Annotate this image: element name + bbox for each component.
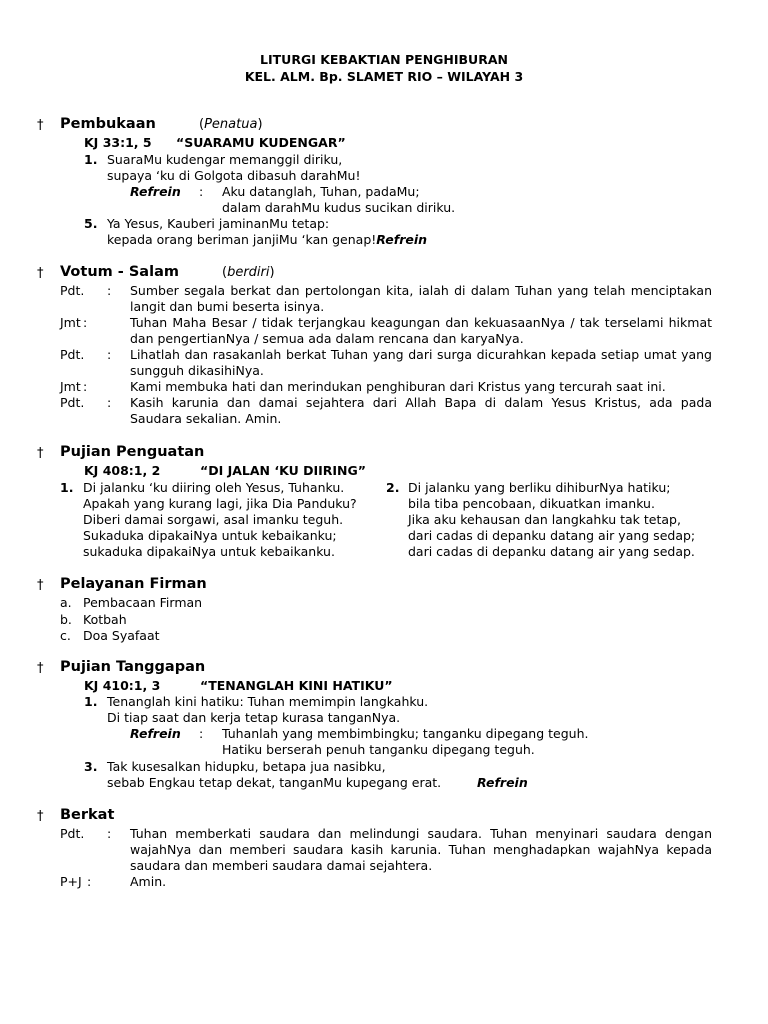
refrein-label: Refrein: [376, 232, 428, 247]
dialogue-text: Kami membuka hati dan merindukan penghiburan dari Kristus yang tercurah saat ini.: [130, 379, 666, 394]
refrein-label: Refrein: [477, 775, 528, 790]
verse-number: 1.: [60, 480, 74, 495]
section-heading-berkat: Berkat: [60, 807, 115, 823]
section-marker: †: [37, 118, 44, 133]
refrein-line: Tuhanlah yang membimbingku; tanganku dipegang teguh.: [222, 726, 589, 741]
refrein-colon: :: [199, 184, 204, 199]
verse-line: kepada orang beriman janjiMu ‘kan genap!Refrein: [107, 232, 428, 247]
verse-number: 1.: [84, 152, 98, 167]
section-note: (berdiri): [222, 265, 275, 280]
speaker: Pdt.: [60, 826, 85, 841]
document-title: LITURGI KEBAKTIAN PENGHIBURAN: [260, 52, 508, 67]
verse-line: sebab Engkau tetap dekat, tanganMu kupegang erat.: [107, 775, 442, 790]
speaker: Pdt.: [60, 395, 85, 410]
dialogue-text: Kasih karunia dan damai sejahtera dari Allah Bapa di dalam Yesus Kristus, ada pada Saudara sekalian. Amin.: [130, 395, 712, 426]
song-reference: KJ 33:1, 5 “SUARAMU KUDENGAR”: [84, 135, 346, 150]
speaker: Pdt.: [60, 347, 85, 362]
verse-line: Di jalanku ‘ku diiring oleh Yesus, Tuhanku.: [83, 480, 345, 495]
song-title: “SUARAMU KUDENGAR”: [176, 135, 346, 150]
verse-line: Jika aku kehausan dan langkahku tak tetap,: [408, 512, 681, 527]
speaker: P+J: [60, 874, 82, 889]
dialogue-row: Jmt : Tuhan Maha Besar / tidak terjangkau keagungan dan kekuasaanNya / tak terselami hikmat dan pengertianNya / semua ada dalam rencana dan karyaNya.: [60, 315, 712, 346]
dialogue-row: Pdt. : Lihatlah dan rasakanlah berkat Tuhan yang dari surga dicurahkan kepada setiap umat yang sungguh dikasihiNya.: [60, 347, 712, 378]
dialogue-row: Pdt. : Sumber segala berkat dan pertolongan kita, ialah di dalam Tuhan yang telah menciptakan langit dan bumi beserta isinya.: [60, 283, 712, 314]
section-marker: †: [37, 661, 44, 676]
document-subtitle: KEL. ALM. Bp. SLAMET RIO – WILAYAH 3: [244, 69, 524, 84]
refrein-line: Hatiku berserah penuh tanganku dipegang teguh.: [222, 742, 535, 757]
song-reference: KJ 408:1, 2 “DI JALAN ‘KU DIIRING”: [84, 463, 366, 478]
list-item: b. Kotbah: [60, 611, 127, 627]
dialogue-text: Lihatlah dan rasakanlah berkat Tuhan yang dari surga dicurahkan kepada setiap umat yang sungguh dikasihiNya.: [130, 347, 712, 378]
dialogue-row: Pdt. : Kasih karunia dan damai sejahtera dari Allah Bapa di dalam Yesus Kristus, ada pada Saudara sekalian. Amin.: [60, 395, 712, 426]
song-title: “DI JALAN ‘KU DIIRING”: [200, 463, 366, 478]
section-marker: †: [37, 809, 44, 824]
verse-number: 5.: [84, 216, 98, 231]
dialogue-text: Sumber segala berkat dan pertolongan kita, ialah di dalam Tuhan yang telah menciptakan langit dan bumi beserta isinya.: [130, 283, 712, 314]
verse-line: Tak kusesalkan hidupku, betapa jua nasibku,: [107, 759, 386, 774]
section-marker: †: [37, 266, 44, 281]
verse-line: Tenanglah kini hatiku: Tuhan memimpin langkahku.: [107, 694, 429, 709]
dialogue-text: Tuhan Maha Besar / tidak terjangkau keagungan dan kekuasaanNya / tak terselami hikmat dan pengertianNya / semua ada dalam rencana dan karyaNya.: [130, 315, 712, 346]
verse-number: 1.: [84, 694, 98, 709]
verse-line: dari cadas di depanku datang air yang sedap;: [408, 528, 696, 543]
verse-line: Diberi damai sorgawi, asal imanku teguh.: [83, 512, 344, 527]
verse-2-column: [408, 480, 695, 560]
refrein-line: Aku datanglah, Tuhan, padaMu;: [222, 184, 420, 199]
section-heading-votum: Votum - Salam (berdiri): [60, 264, 275, 280]
verse-number: 2.: [386, 480, 400, 495]
section-marker: †: [37, 446, 44, 461]
section-heading-pelayanan-firman: Pelayanan Firman: [60, 576, 207, 592]
blessing-dialogue: [60, 826, 712, 890]
verse-line: SuaraMu kudengar memanggil diriku,: [107, 152, 343, 167]
refrein-label: Refrein: [130, 184, 181, 199]
list-item: a. Pembacaan Firman: [60, 595, 203, 610]
verse-line: supaya ‘ku di Golgota dibasuh darahMu!: [107, 168, 361, 183]
verse-number: 3.: [84, 759, 98, 774]
verse-line: sukaduka dipakaiNya untuk kebaikanku.: [83, 544, 335, 559]
section-heading-pujian-penguatan: Pujian Penguatan: [60, 444, 205, 460]
verse-1-column: [83, 480, 357, 560]
dialogue-row: Pdt. : Tuhan memberkati saudara dan melindungi saudara. Tuhan menyinari saudara dengan wajahNya dan memberi saudara kasih karunia. Tuhan menghadapkan wajahNya kepada saudara dan memberi saudara damai sejahtera.: [60, 826, 712, 873]
speaker: Jmt: [60, 315, 81, 330]
order-list: [60, 595, 202, 645]
verse-line: bila tiba pencobaan, dikuatkan imanku.: [408, 496, 655, 511]
song-title: “TENANGLAH KINI HATIKU”: [200, 678, 393, 693]
speaker: Jmt: [60, 379, 81, 394]
verse-line: Di jalanku yang berliku dihiburNya hatiku;: [408, 480, 671, 495]
verse-line: dari cadas di depanku datang air yang sedap.: [408, 544, 695, 559]
verse-line: Di tiap saat dan kerja tetap kurasa tanganNya.: [107, 710, 401, 725]
section-note: (Penatua): [199, 117, 263, 132]
liturgy-dialogue: [60, 283, 712, 427]
refrein-line: dalam darahMu kudus sucikan diriku.: [222, 200, 456, 215]
dialogue-text: Amin.: [130, 874, 167, 889]
refrein-label: Refrein: [130, 726, 181, 741]
verse-line: Apakah yang kurang lagi, jika Dia Panduku?: [83, 496, 357, 511]
section-marker: †: [37, 578, 44, 593]
verse-line: Ya Yesus, Kauberi jaminanMu tetap:: [107, 216, 330, 231]
dialogue-text: Tuhan memberkati saudara dan melindungi saudara. Tuhan menyinari saudara dengan wajahNya dan memberi saudara kasih karunia. Tuhan menghadapkan wajahNya kepada saudara dan memberi saudara damai sejahtera.: [130, 826, 712, 873]
section-heading-pembukaan: Pembukaan (Penatua): [60, 116, 263, 132]
song-reference: KJ 410:1, 3 “TENANGLAH KINI HATIKU”: [84, 678, 393, 693]
verse-line: Sukaduka dipakaiNya untuk kebaikanku;: [83, 528, 337, 543]
section-heading-pujian-tanggapan: Pujian Tanggapan: [60, 659, 206, 675]
list-item: c. Doa Syafaat: [60, 628, 160, 643]
refrein-colon: :: [199, 726, 204, 741]
dialogue-row: P+J : Amin.: [60, 874, 712, 890]
speaker: Pdt.: [60, 283, 85, 298]
dialogue-row: Jmt : Kami membuka hati dan merindukan penghiburan dari Kristus yang tercurah saat ini.: [60, 379, 712, 395]
